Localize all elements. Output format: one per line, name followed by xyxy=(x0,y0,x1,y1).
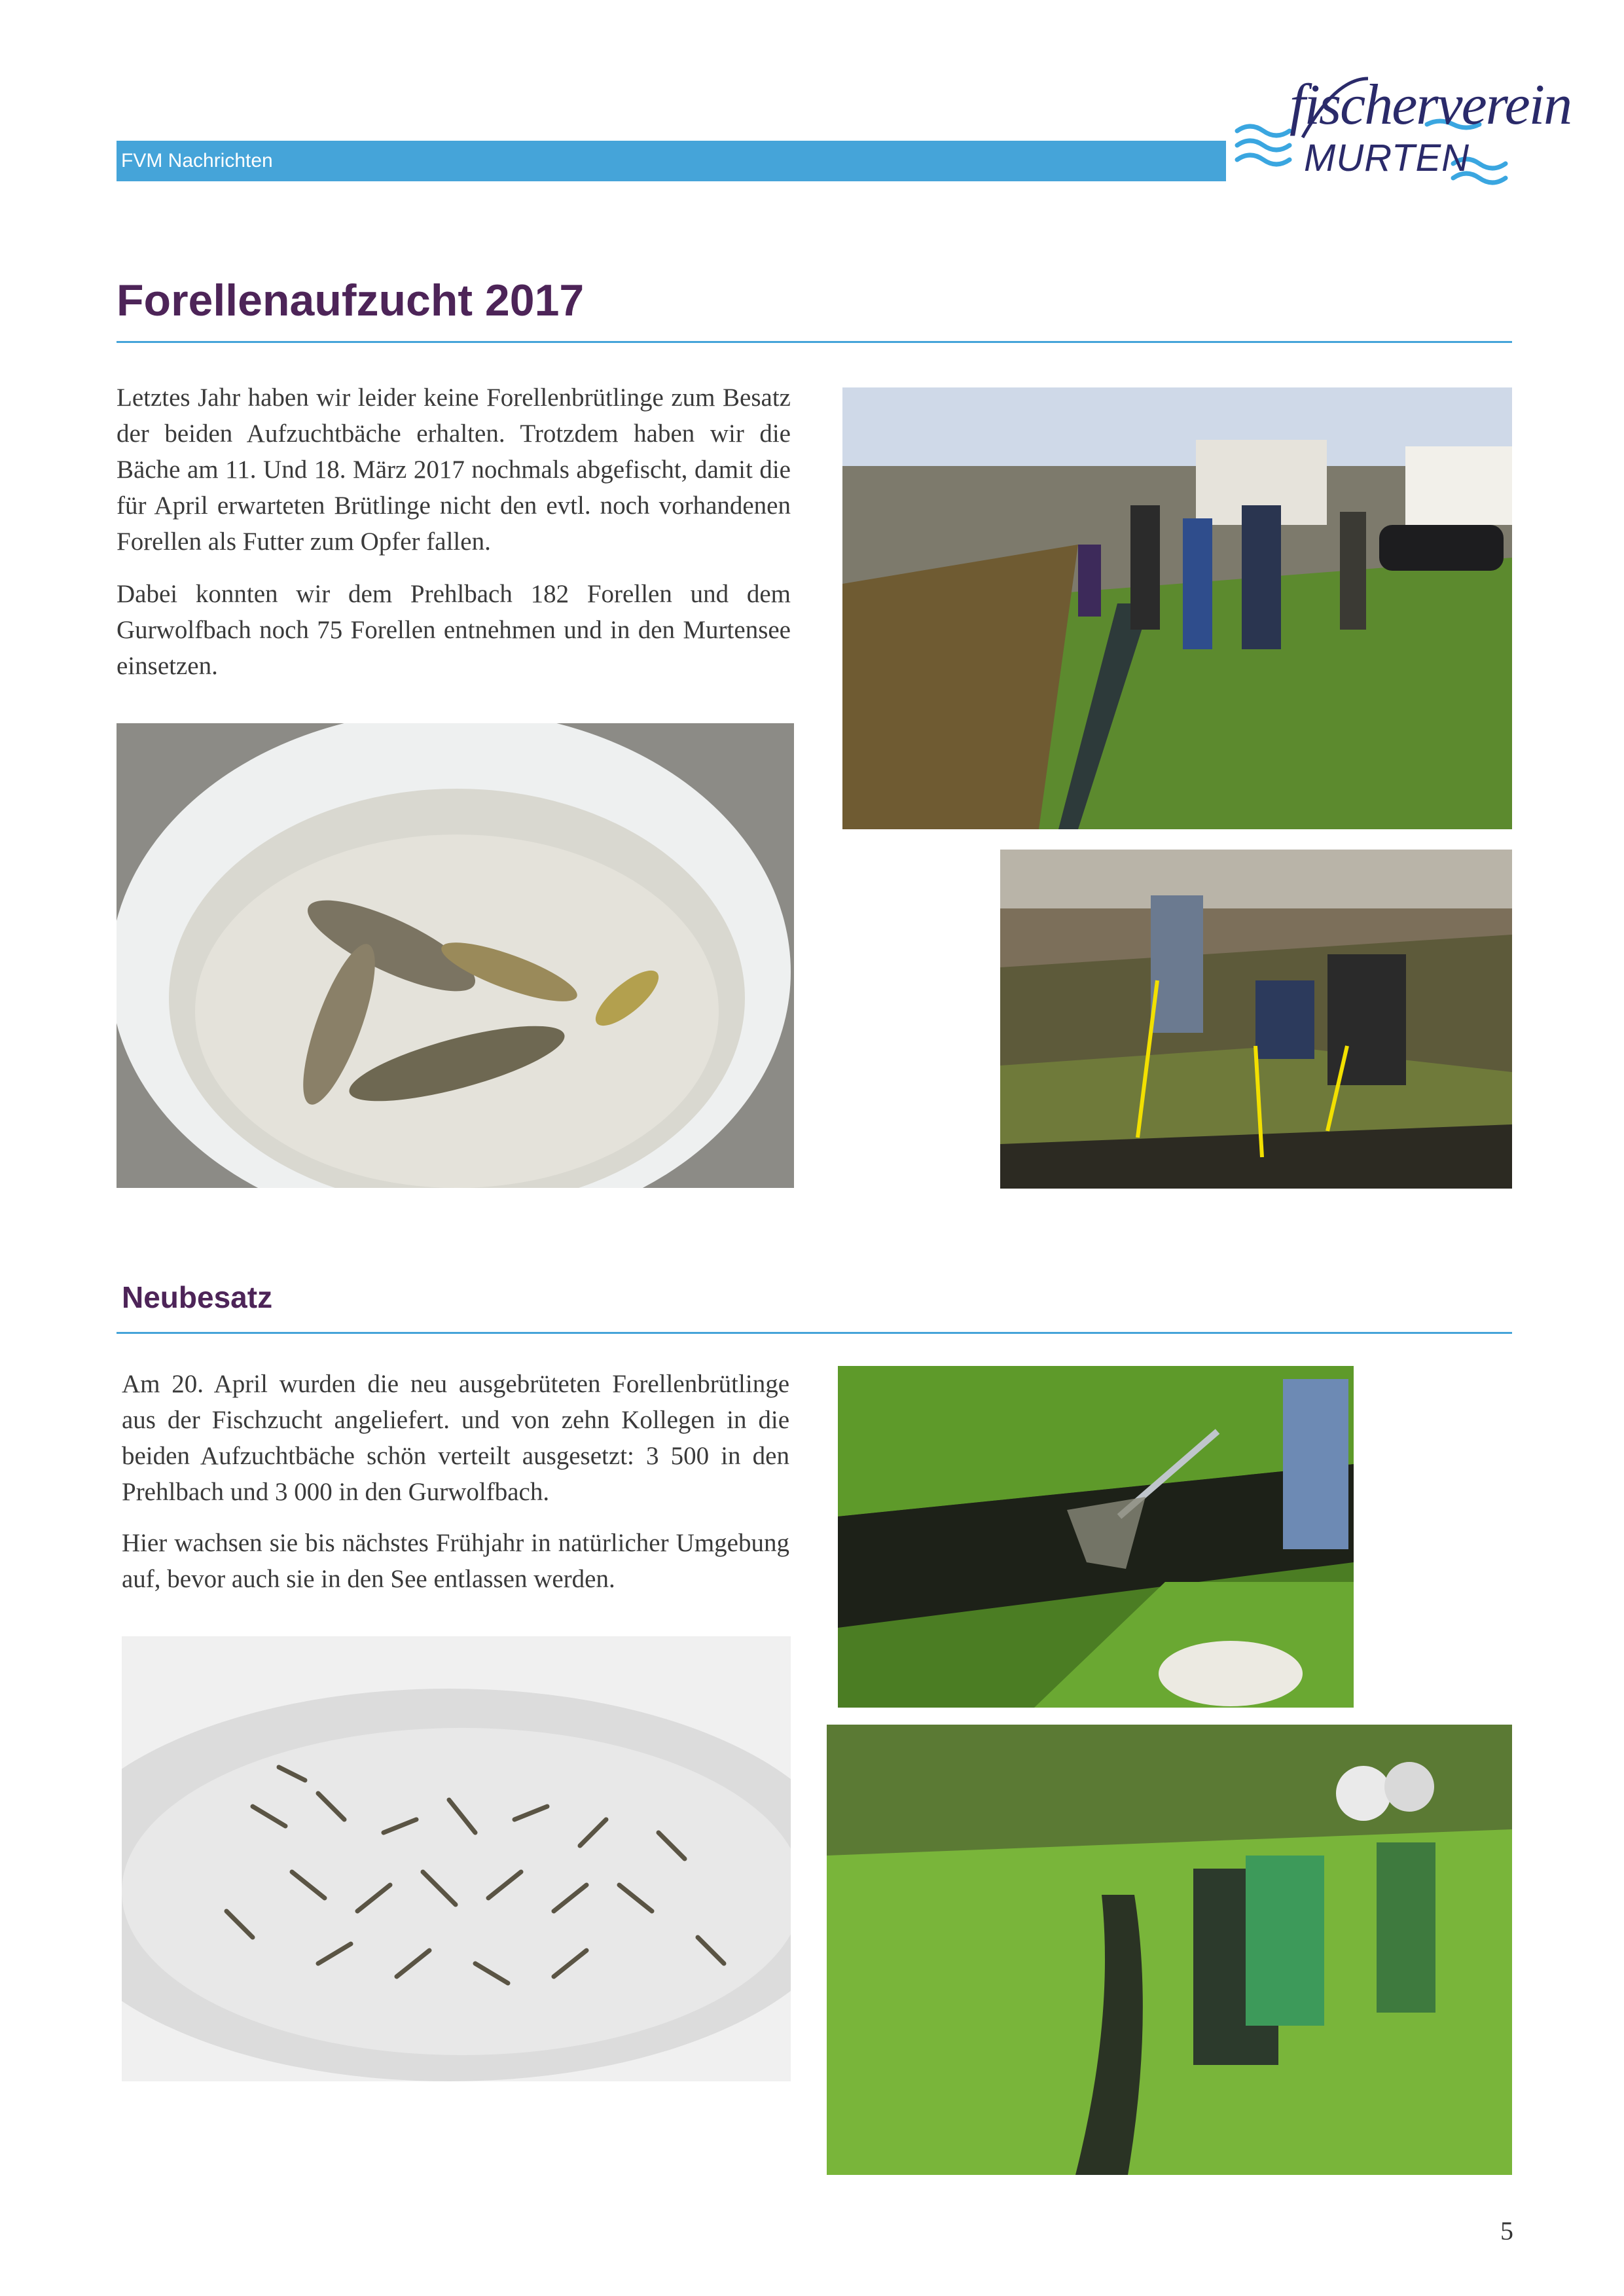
photo-fry-bucket xyxy=(122,1636,791,2081)
section-rule xyxy=(117,1332,1512,1334)
title-rule xyxy=(117,341,1512,343)
article-title: Forellenaufzucht 2017 xyxy=(117,276,585,325)
logo-text-line1: fischerverein xyxy=(1290,73,1572,137)
section-title: Neubesatz xyxy=(122,1280,273,1314)
page-number: 5 xyxy=(1500,2216,1513,2246)
section-paragraph-1: Am 20. April wurden die neu ausgebrüteten Forellenbrütlinge aus der Fischzucht angeliefert. und von zehn Kollegen in die beiden Aufzuchtbäche schön verteilt ausgesetzt: 3 500 in den Prehlbach und 3 000 in den Gurwolfbach. xyxy=(122,1370,789,1506)
photo-people-netting xyxy=(1000,850,1512,1189)
article-paragraph-2: Dabei konnten wir dem Prehlbach 182 Forellen und dem Gurwolfbach noch 75 Forellen entnehmen und in den Murtensee einsetzen. xyxy=(117,580,791,680)
photo-trout-bucket xyxy=(117,723,794,1188)
header-bar xyxy=(117,141,1226,181)
article-paragraph-1: Letztes Jahr haben wir leider keine Forellenbrütlinge zum Besatz der beiden Aufzuchtbäche erhalten. Trotzdem haben wir die Bäche am 11. Und 18. März 2017 nochmals abgefischt, damit die für April erwarteten Brütlinge nicht den evtl. noch vorhandenen Forellen als Futter zum Opfer fallen. xyxy=(117,384,791,556)
section-paragraph-2: Hier wachsen sie bis nächstes Frühjahr in natürlicher Umgebung auf, bevor auch sie in den See entlassen werden. xyxy=(122,1529,789,1593)
club-logo xyxy=(1231,65,1572,196)
logo-text-line2: MURTEN xyxy=(1304,137,1470,179)
photo-kids-at-stream xyxy=(827,1725,1512,2175)
photo-group-at-stream xyxy=(842,387,1512,829)
photo-net-in-stream xyxy=(838,1366,1354,1708)
header-label: FVM Nachrichten xyxy=(121,150,273,171)
